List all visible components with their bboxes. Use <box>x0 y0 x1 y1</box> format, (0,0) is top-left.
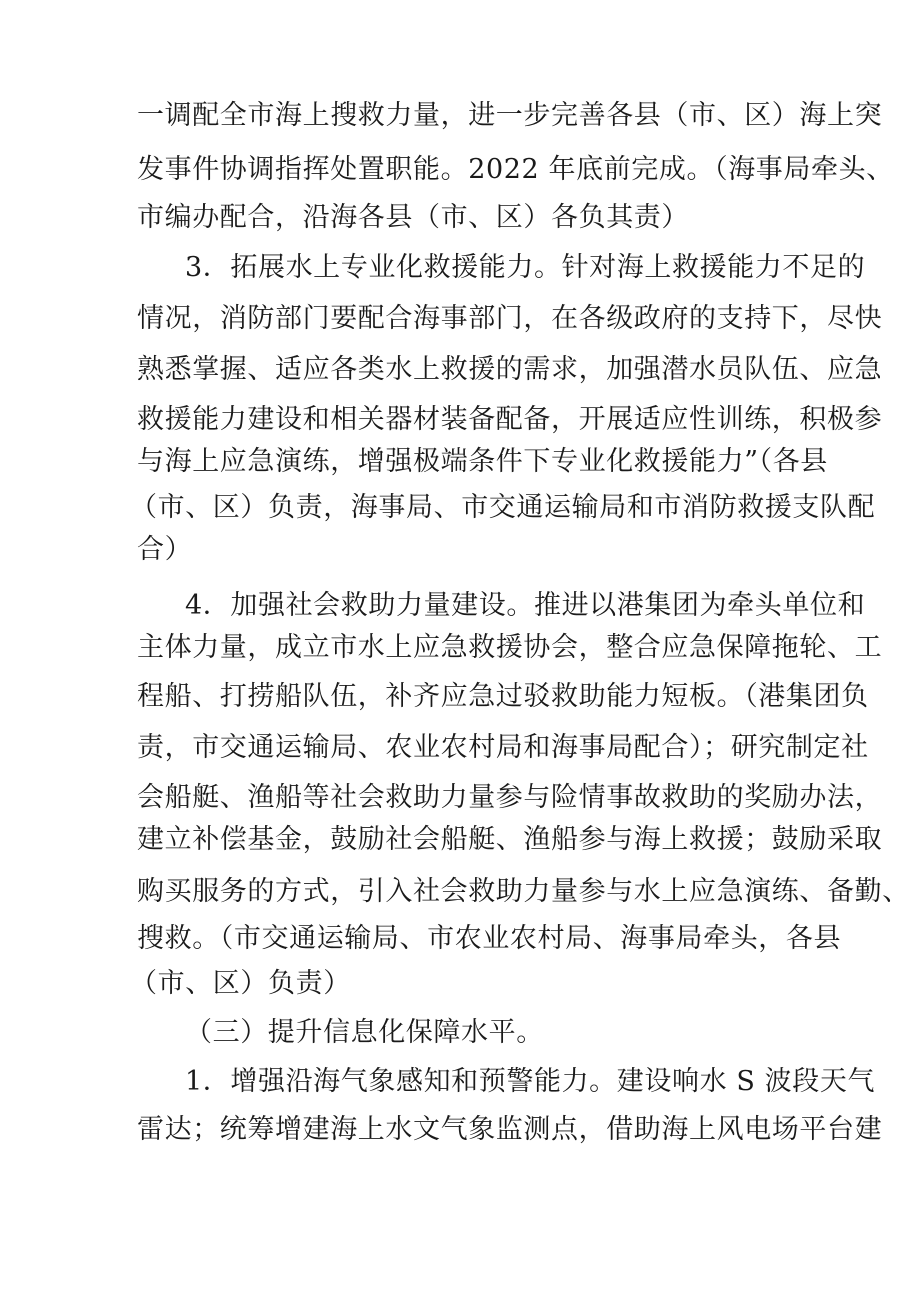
text-line: 建立补偿基金，鼓励社会船艇、渔船参与海上救援；鼓励采取 <box>137 824 883 855</box>
text-line: 合） <box>137 534 193 565</box>
text-line: 搜救。（市交通运输局、市农业农村局、海事局牵头，各县 <box>137 923 842 954</box>
text-line: 1．增强沿海气象感知和预警能力。建设响水 S 波段天气 <box>185 1066 876 1097</box>
section-heading: （三）提升信息化保障水平。 <box>185 1017 544 1048</box>
text-line: 程船、打捞船队伍，补齐应急过驳救助能力短板。（港集团负 <box>137 681 869 712</box>
text-line: 购买服务的方式，引入社会救助力量参与水上应急演练、备勤、 <box>137 876 910 907</box>
text-line: 救援能力建设和相关器材装备配备，开展适应性训练，积极参 <box>137 404 883 435</box>
text-line: 4．加强社会救助力量建设。推进以港集团为牵头单位和 <box>185 590 866 621</box>
text-line: 市编办配合，沿海各县（市、区）各负其责） <box>137 202 689 233</box>
text-line: 3．拓展水上专业化救援能力。针对海上救援能力不足的 <box>185 252 866 283</box>
text-line: 与海上应急演练，增强极端条件下专业化救援能力”（各县 <box>137 446 828 477</box>
text-line: （市、区）负责，海事局、市交通运输局和市消防救援支队配 <box>130 492 876 523</box>
text-line: 雷达；统筹增建海上水文气象监测点，借助海上风电场平台建 <box>137 1114 883 1145</box>
text-line: 主体力量，成立市水上应急救援协会，整合应急保障拖轮、工 <box>137 632 883 663</box>
text-line: （市、区）负责） <box>130 968 351 999</box>
text-line: 会船艇、渔船等社会救助力量参与险情事故救助的奖励办法， <box>137 782 883 813</box>
text-line: 熟悉掌握、适应各类水上救援的需求，加强潜水员队伍、应急 <box>137 354 883 385</box>
text-line: 发事件协调指挥处置职能。2022 年底前完成。（海事局牵头、 <box>137 154 894 185</box>
text-line: 情况，消防部门要配合海事部门，在各级政府的支持下，尽快 <box>137 303 883 334</box>
text-line: 责，市交通运输局、农业农村局和海事局配合）；研究制定社 <box>137 732 869 763</box>
text-line: 一调配全市海上搜救力量，进一步完善各县（市、区）海上突 <box>137 100 883 131</box>
